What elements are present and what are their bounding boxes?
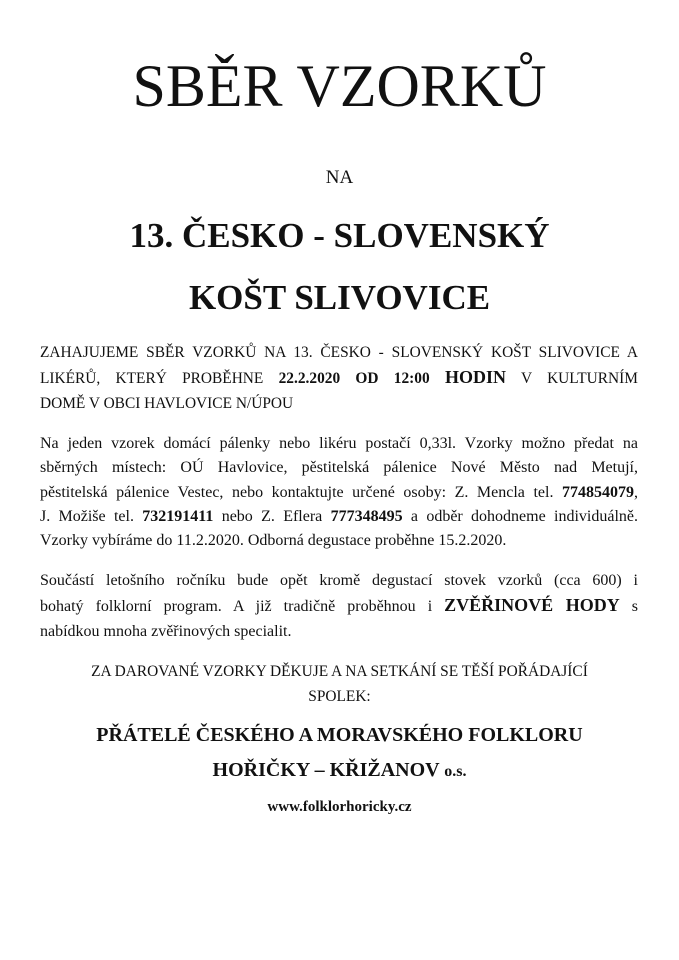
info-line3 — [40, 481, 638, 505]
intro-line2-post: V KULTURNÍM — [520, 370, 638, 388]
organizer-place: HOŘIČKY – KŘIŽANOV — [212, 759, 440, 781]
intro-paragraph — [40, 341, 638, 416]
info-line5: Vzorky vybíráme do 11.2.2020. Odborná degustace proběhne 15.2.2020. — [40, 532, 507, 550]
program-line3: nabídkou mnoha zvěřinových specialit. — [40, 622, 292, 640]
subtitle: NA — [325, 167, 354, 188]
thanks-line2: SPOLEK: — [308, 688, 371, 705]
organizer-name: PŘÁTELÉ ČESKÉHO A MORAVSKÉHO FOLKLORU — [96, 724, 583, 746]
game-feast-highlight: ZVĚŘINOVÉ HODY — [444, 595, 620, 616]
organizer-location — [0, 757, 679, 785]
page-title: SBĚR VZORKŮ — [132, 53, 547, 119]
intro-line1: ZAHAJUJEME SBĚR VZORKŮ NA 13. ČESKO - SLOVENSKÝ KOŠT SLIVOVICE A — [40, 344, 638, 361]
program-paragraph — [40, 569, 638, 644]
intro-line3: DOMĚ V OBCI HAVLOVICE N/ÚPOU — [40, 394, 294, 412]
phone-efler: 777348495 — [330, 507, 403, 525]
info-paragraph — [40, 432, 638, 553]
info-line4-c: a odběr dohodneme individuálně. — [410, 507, 639, 525]
program-line2-pre: bohatý folklorní program. A již tradičně proběhnou i — [40, 598, 433, 616]
phone-mencl: 774854079 — [562, 483, 635, 501]
info-line4-b: nebo Z. Eflera — [221, 507, 323, 525]
intro-line2-pre: LIKÉRŮ, KTERÝ PROBĚHNE — [40, 370, 264, 388]
program-line1: Součástí letošního ročníku bude opět kromě degustací stovek vzorků (cca 600) i — [40, 572, 638, 589]
info-line3-pre: pěstitelská pálenice Vestec, nebo kontaktujte určené osoby: Z. Mencla tel. — [40, 483, 554, 501]
event-heading-line1: 13. ČESKO - SLOVENSKÝ — [129, 216, 550, 255]
website-link[interactable]: www.folklorhoricky.cz — [267, 799, 412, 815]
hodin-label: HODIN — [444, 367, 506, 388]
info-line4 — [40, 505, 638, 529]
thanks-line1: ZA DAROVANÉ VZORKY DĚKUJE A NA SETKÁNÍ SE TĚŠÍ POŘÁDAJÍCÍ — [91, 663, 588, 680]
thanks-note — [0, 659, 679, 709]
info-line2: sběrných místech: OÚ Havlovice, pěstitelská pálenice Nové Město nad Metují, — [40, 459, 638, 477]
od-label: OD — [355, 370, 379, 388]
phone-mozis: 732191411 — [142, 507, 214, 525]
event-time: 12:00 — [393, 370, 430, 388]
program-line2-post: s — [631, 598, 638, 616]
organizer-suffix: o.s. — [444, 763, 467, 780]
intro-line2 — [40, 365, 638, 391]
info-line3-post: , — [634, 483, 639, 501]
event-date: 22.2.2020 — [278, 370, 341, 388]
program-line2 — [40, 593, 638, 619]
event-heading-line2: KOŠT SLIVOVICE — [188, 278, 491, 317]
info-line1: Na jeden vzorek domácí pálenky nebo likéru postačí 0,33l. Vzorky možno předat na — [40, 435, 638, 452]
info-line4-a: J. Možiše tel. — [40, 507, 134, 525]
